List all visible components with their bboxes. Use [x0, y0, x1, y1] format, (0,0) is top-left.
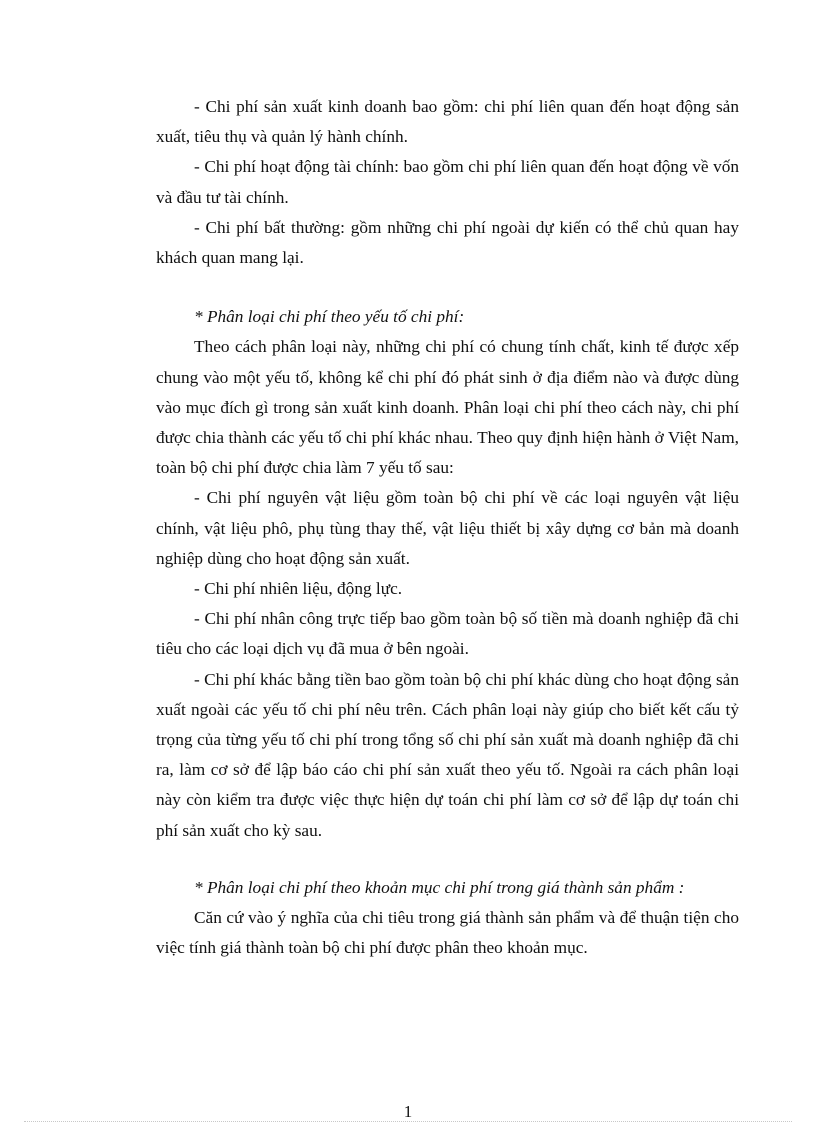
paragraph-raw-material-costs: - Chi phí nguyên vật liệu gồm toàn bộ chi phí về các loại nguyên vật liệu chính, vật liệu phô, phụ tùng thay thế, vật liệu thiết bị xây dựng cơ bản mà doanh nghiệp dùng cho hoạt động sản xuất. [156, 488, 739, 568]
paragraph-fuel-energy-costs: - Chi phí nhiên liệu, động lực. [194, 579, 403, 599]
paragraph-other-cash-costs: - Chi phí khác bằng tiền bao gồm toàn bộ chi phí khác dùng cho hoạt động sản xuất ngoài các yếu tố chi phí nêu trên. Cách phân loại này giúp cho biết kết cấu tỷ trọng của từng yếu tố chi phí trong tổng số chi phí sản xuất mà doanh nghiệp đã chi ra, làm cơ sở để lập báo cáo chi phí sản xuất theo yếu tố. Ngoài ra cách phân loại này còn kiểm tra được việc thực hiện dự toán chi phí làm cơ sở để lập dự toán chi phí sản xuất cho kỳ sau. [156, 669, 739, 840]
paragraph-cost-items-basis: Căn cứ vào ý nghĩa của chi tiêu trong giá thành sản phẩm và để thuận tiện cho việc tính giá thành toàn bộ chi phí được phân theo khoản mục. [156, 908, 739, 958]
paragraph-production-business-costs: - Chi phí sản xuất kinh doanh bao gồm: chi phí liên quan đến hoạt động sản xuất, tiêu thụ và quản lý hành chính. [156, 97, 739, 147]
footer-divider [24, 1121, 792, 1122]
paragraph-direct-labor-costs: - Chi phí nhân công trực tiếp bao gồm toàn bộ số tiền mà doanh nghiệp đã chi tiêu cho các loại dịch vụ đã mua ở bên ngoài. [156, 609, 739, 659]
page-body [156, 92, 739, 963]
paragraph-extraordinary-costs: - Chi phí bất thường: gồm những chi phí ngoài dự kiến có thể chủ quan hay khách quan mang lại. [156, 217, 739, 268]
paragraph-classification-intro: Theo cách phân loại này, những chi phí có chung tính chất, kinh tế được xếp chung vào một yếu tố, không kể chi phí đó phát sinh ở địa điểm nào và được dùng vào mục đích gì trong sản xuất kinh doanh. Phân loại chi phí theo cách này, chi phí được chia thành các yếu tố chi phí khác nhau. Theo quy định hiện hành ở Việt Nam, toàn bộ chi phí được chia làm 7 yếu tố sau: [156, 337, 739, 478]
paragraph-financial-activity-costs: - Chi phí hoạt động tài chính: bao gồm chi phí liên quan đến hoạt động về vốn và đầu tư tài chính. [156, 157, 739, 207]
section-heading-cost-elements: * Phân loại chi phí theo yếu tố chi phí: [194, 307, 465, 327]
section-heading-cost-items: * Phân loại chi phí theo khoản mục chi phí trong giá thành sản phẩm : [194, 877, 685, 897]
page-number: 1 [403, 1102, 413, 1121]
